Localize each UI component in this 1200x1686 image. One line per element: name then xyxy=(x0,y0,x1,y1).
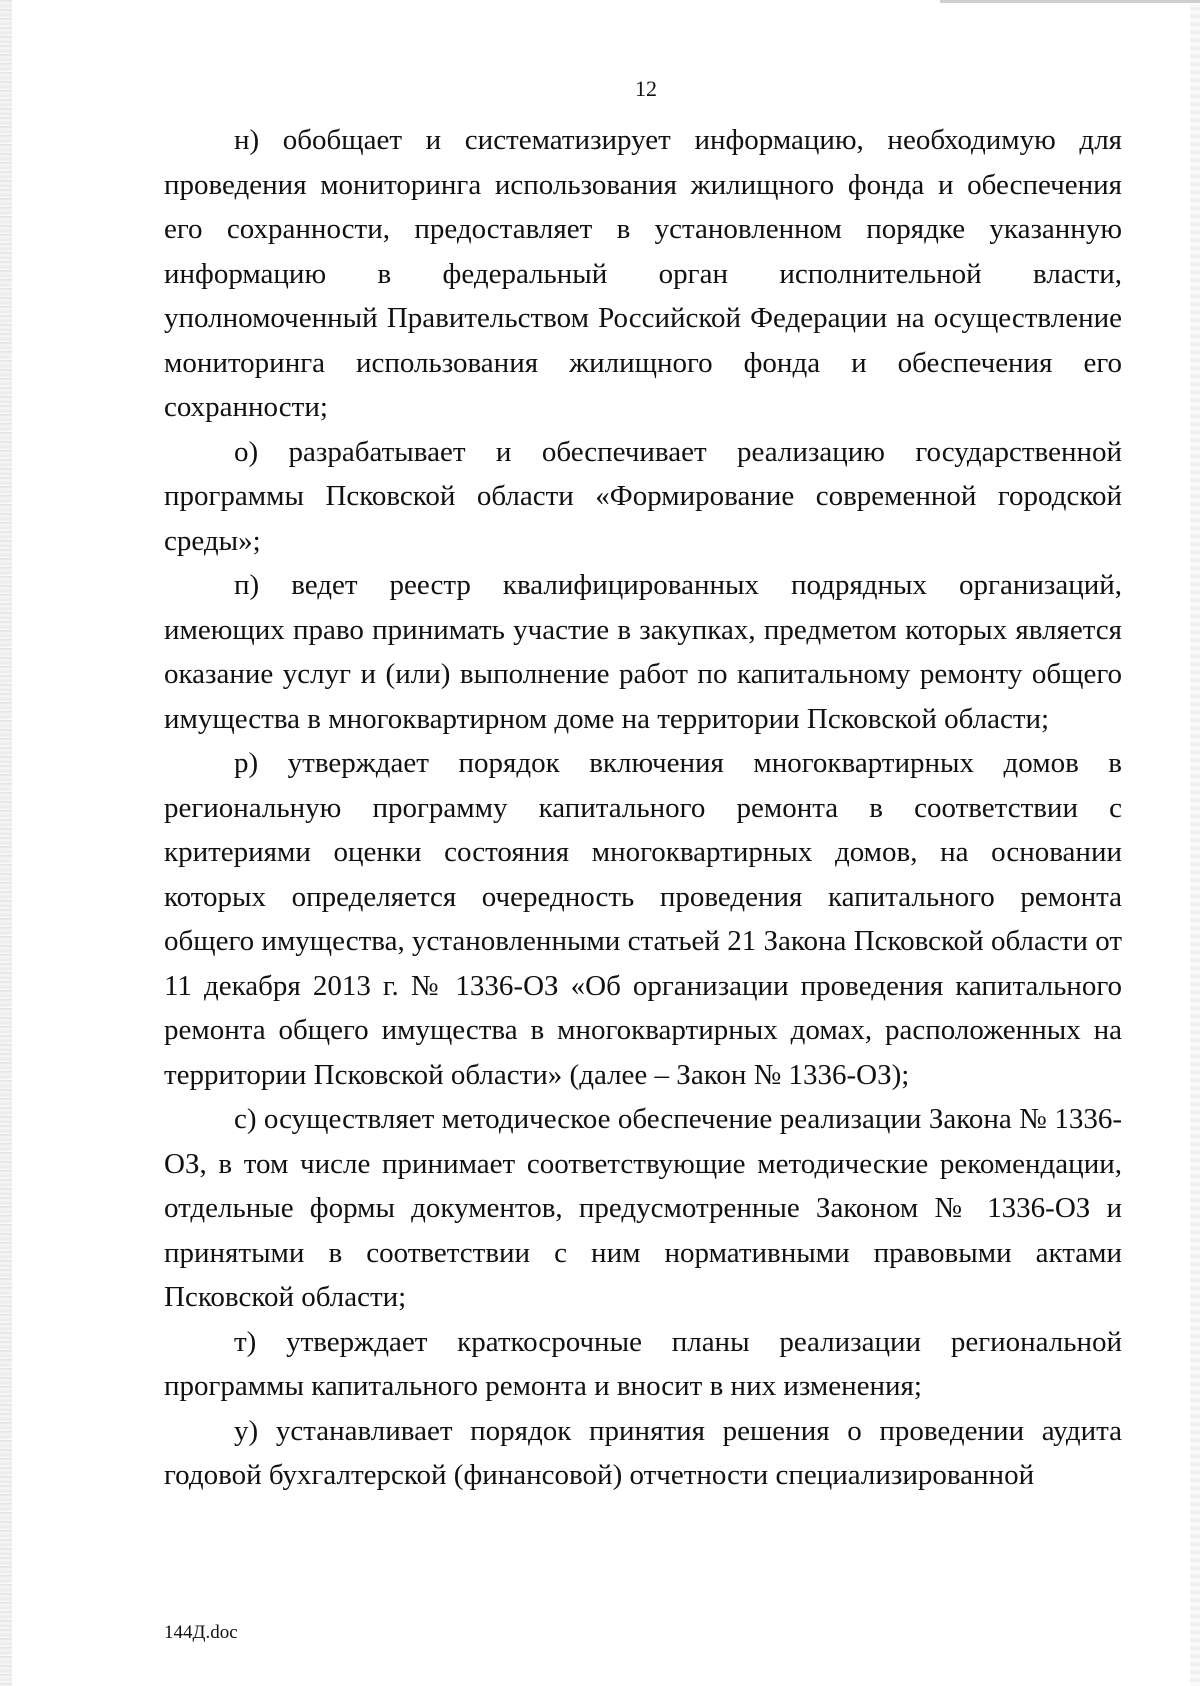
paragraph-n: н) обобщает и систематизирует информацию, необходимую для проведения мониторинга использования жилищного фонда и обеспечения его сохранности, предоставляет в установленном порядке указанную информацию в федеральный орган исполнительной власти, уполномоченный Правительством Российской Федерации на осуществление мониторинга использования жилищного фонда и обеспечения его сохранности; xyxy=(164,124,1122,423)
footer-filename: 144Д.doc xyxy=(164,1622,238,1643)
paragraph-r: р) утверждает порядок включения многоквартирных домов в региональную программу капитального ремонта в соответствии с критериями оценки состояния многоквартирных домов, на основании которых определяется очередность проведения капитального ремонта общего имущества, установленными статьей 21 Закона Псковской области от 11 декабря 2013 г. № 1336-ОЗ «Об организации проведения капитального ремонта общего имущества в многоквартирных домах, расположенных на территории Псковской области» (далее – Закон № 1336-ОЗ); xyxy=(164,747,1122,1091)
scan-left-edge xyxy=(0,0,12,1686)
page-number: 12 xyxy=(635,76,657,101)
paragraph-u: у) устанавливает порядок принятия решения о проведении аудита годовой бухгалтерской (финансовой) отчетности специализированной xyxy=(164,1414,1122,1491)
paragraph-s: с) осуществляет методическое обеспечение реализации Закона № 1336-ОЗ, в том числе принимает соответствующие методические рекомендации, отдельные формы документов, предусмотренные Законом № 1336-ОЗ и принятыми в соответствии с ним нормативными правовыми актами Псковской области; xyxy=(164,1103,1122,1313)
paragraph-o: о) разрабатывает и обеспечивает реализацию государственной программы Псковской области «Формирование современной городской среды»; xyxy=(164,435,1122,557)
scan-right-edge xyxy=(1190,0,1200,1686)
paragraph-t: т) утверждает краткосрочные планы реализации региональной программы капитального ремонта и вносит в них изменения; xyxy=(164,1325,1122,1402)
paragraph-p: п) ведет реестр квалифицированных подрядных организаций, имеющих право принимать участие в закупках, предметом которых является оказание услуг и (или) выполнение работ по капитальному ремонту общего имущества в многоквартирном доме на территории Псковской области; xyxy=(164,569,1122,735)
document-body xyxy=(164,118,1122,1498)
scan-top-edge xyxy=(940,0,1200,3)
